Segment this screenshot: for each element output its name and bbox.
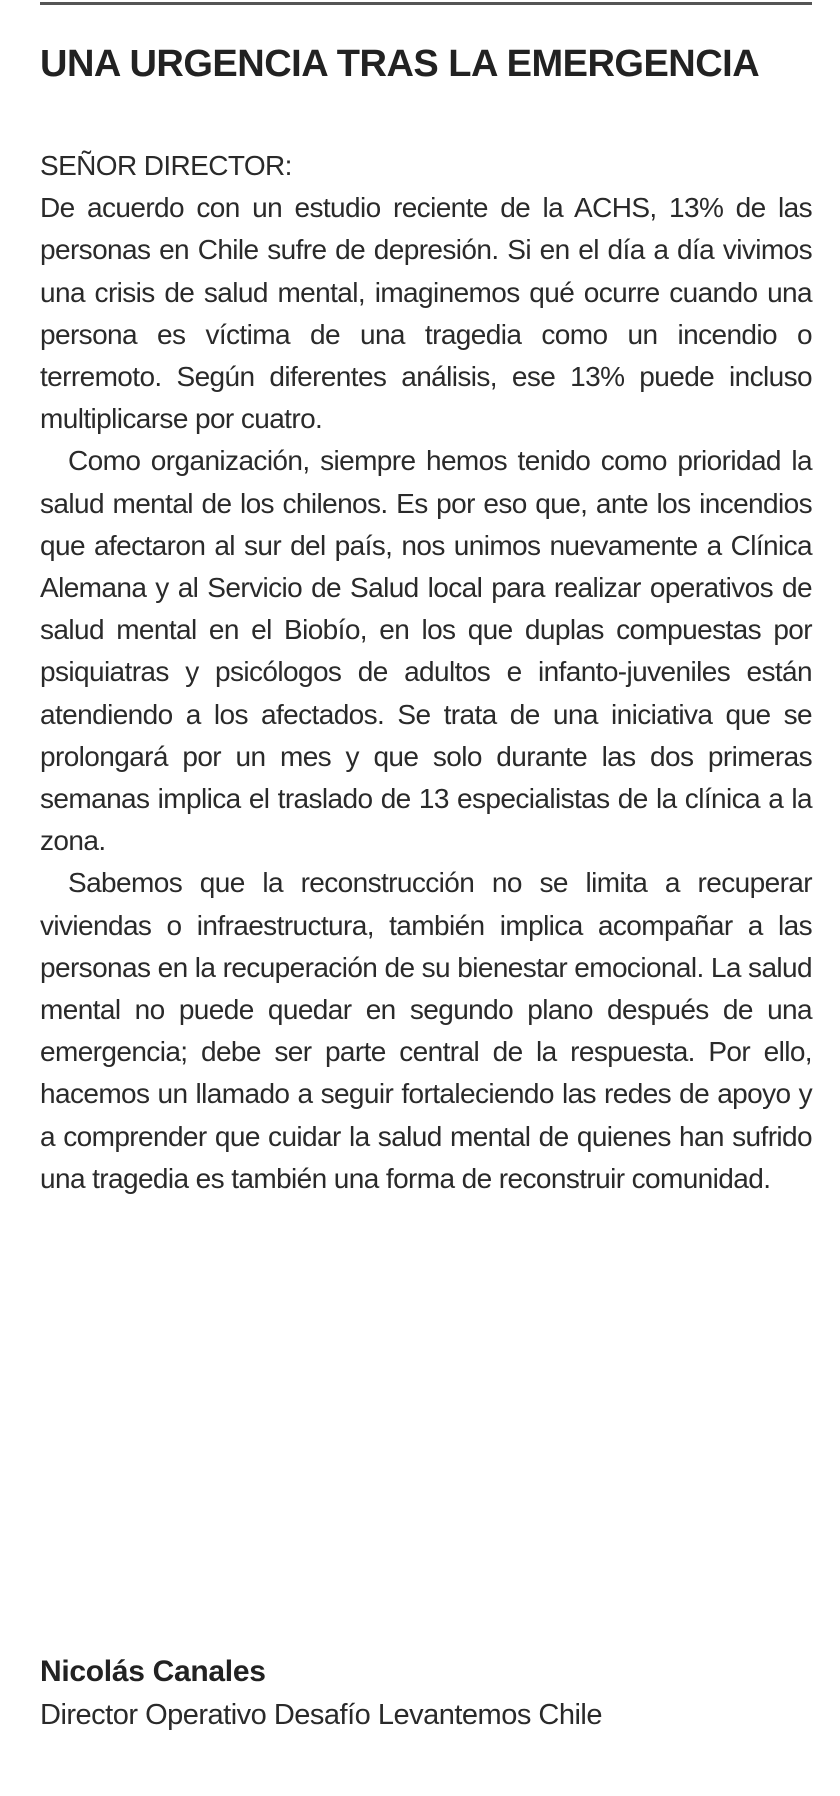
top-rule bbox=[40, 2, 812, 5]
paragraph-1: De acuerdo con un estudio reciente de la ACHS, 13% de las personas en Chile sufre de depresión. Si en el día a día vivimos una crisis de salud mental, imaginemos qué ocurre cuando una persona es víctima de una tragedia como un incendio o terremoto. Según diferentes análisis, ese 13% puede incluso multiplicarse por cuatro. bbox=[40, 192, 812, 435]
letter-body bbox=[40, 145, 812, 1200]
letter-headline: UNA URGENCIA TRAS LA EMERGENCIA bbox=[40, 43, 760, 85]
signature-block bbox=[40, 1650, 812, 1736]
salutation: SEÑOR DIRECTOR: bbox=[40, 150, 292, 181]
signature-name: Nicolás Canales bbox=[40, 1655, 266, 1688]
paragraph-2: Como organización, siempre hemos tenido como prioridad la salud mental de los chilenos. Es por eso que, ante los incendios que afectaron al sur del país, nos unimos nuevamente a Clínica Alemana y al Servicio de Salud local para realizar operativos de salud mental en el Biobío, en los que duplas compuestas por psiquiatras y psicólogos de adultos e infanto-juveniles están atendiendo a los afectados. Se trata de una iniciativa que se prolongará por un mes y que solo durante las dos primeras semanas implica el traslado de 13 especialistas de la clínica a la zona. bbox=[40, 445, 812, 857]
paragraph-3: Sabemos que la reconstrucción no se limita a recuperar viviendas o infraestructura, también implica acompañar a las personas en la recuperación de su bienestar emocional. La salud mental no puede quedar en segundo plano después de una emergencia; debe ser parte central de la respuesta. Por ello, hacemos un llamado a seguir fortaleciendo las redes de apoyo y a comprender que cuidar la salud mental de quienes han sufrido una tragedia es también una forma de reconstruir comunidad. bbox=[40, 867, 812, 1194]
signature-title: Director Operativo Desafío Levantemos Chile bbox=[40, 1699, 602, 1731]
